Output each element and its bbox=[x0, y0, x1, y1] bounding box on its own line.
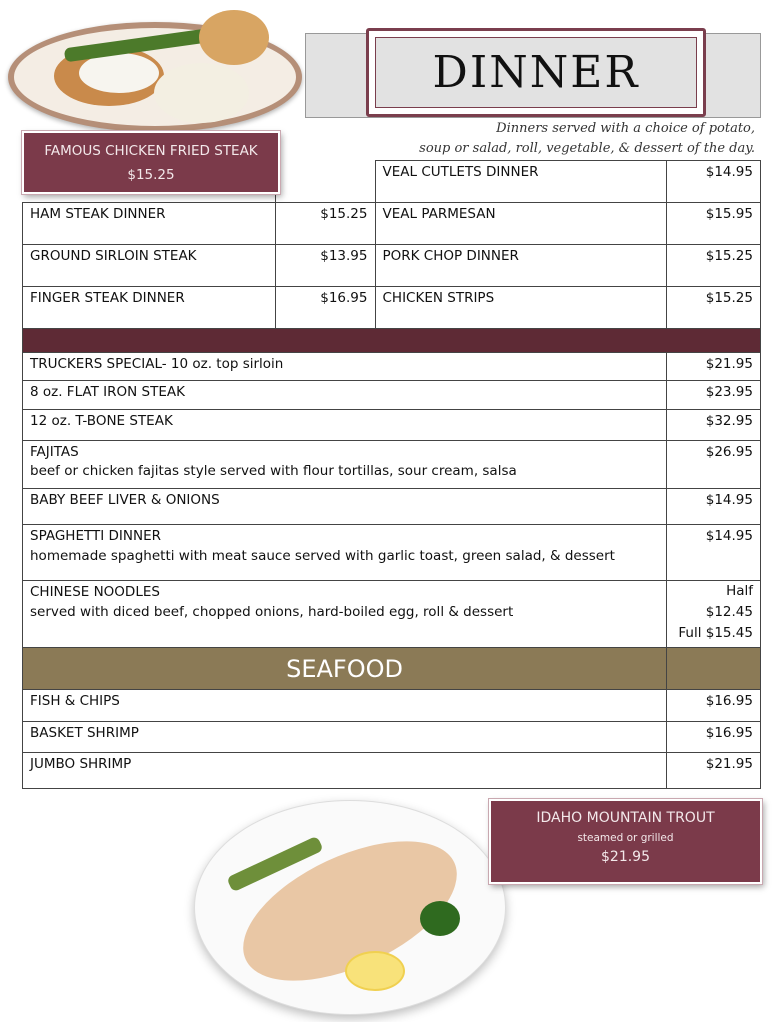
table-row bbox=[23, 753, 761, 789]
item-desc: served with diced beef, chopped onions, hard-boiled egg, roll & dessert bbox=[30, 604, 514, 620]
item-name: VEAL CUTLETS DINNER bbox=[375, 161, 667, 203]
item-price: $16.95 bbox=[275, 287, 375, 329]
table-row bbox=[23, 353, 761, 381]
table-row bbox=[23, 203, 761, 245]
item-price: $21.95 bbox=[667, 753, 761, 789]
blank-cell bbox=[275, 161, 375, 203]
item-price: $26.95 bbox=[667, 441, 761, 489]
page-title: DINNER bbox=[375, 37, 697, 108]
table-row bbox=[23, 581, 761, 648]
item-price: $15.25 bbox=[667, 245, 761, 287]
item-name: BASKET SHRIMP bbox=[23, 722, 667, 753]
item-price: $21.95 bbox=[667, 353, 761, 381]
half-label: Half bbox=[726, 583, 753, 599]
item-price: $16.95 bbox=[667, 722, 761, 753]
item-name: VEAL PARMESAN bbox=[375, 203, 667, 245]
half-price: $12.45 bbox=[705, 604, 753, 620]
item-price: $13.95 bbox=[275, 245, 375, 287]
featured-name: FAMOUS CHICKEN FRIED STEAK bbox=[44, 143, 258, 159]
note-line: Dinners served with a choice of potato, bbox=[496, 121, 755, 136]
table-row bbox=[23, 690, 761, 722]
item-desc: homemade spaghetti with meat sauce served with garlic toast, green salad, & dessert bbox=[30, 548, 615, 564]
item-desc: beef or chicken fajitas style served with flour tortillas, sour cream, salsa bbox=[30, 463, 517, 479]
full-price: Full $15.45 bbox=[678, 625, 753, 641]
table-row bbox=[23, 489, 761, 525]
item-price: $16.95 bbox=[667, 690, 761, 722]
item-name: TRUCKERS SPECIAL- 10 oz. top sirloin bbox=[23, 353, 667, 381]
item-price: $15.25 bbox=[275, 203, 375, 245]
item-name: SPAGHETTI DINNER bbox=[30, 528, 161, 544]
item-name: 12 oz. T-BONE STEAK bbox=[23, 410, 667, 441]
seafood-header bbox=[23, 648, 761, 690]
item-name: BABY BEEF LIVER & ONIONS bbox=[23, 489, 667, 525]
title-box bbox=[366, 28, 706, 117]
chicken-fried-steak-photo bbox=[8, 22, 302, 132]
item-name: JUMBO SHRIMP bbox=[23, 753, 667, 789]
table-row bbox=[23, 245, 761, 287]
featured-desc: steamed or grilled bbox=[577, 832, 674, 844]
item-price: $32.95 bbox=[667, 410, 761, 441]
note-line: soup or salad, roll, vegetable, & dessert of the day. bbox=[419, 141, 755, 156]
item-price: $14.95 bbox=[667, 161, 761, 203]
section-title: SEAFOOD bbox=[23, 648, 667, 690]
table-row bbox=[23, 525, 761, 581]
item-name: CHINESE NOODLES bbox=[30, 584, 160, 600]
table-row bbox=[23, 441, 761, 489]
dinner-note bbox=[419, 119, 755, 159]
section-divider bbox=[23, 329, 761, 353]
item-name: FINGER STEAK DINNER bbox=[23, 287, 276, 329]
item-name: GROUND SIRLOIN STEAK bbox=[23, 245, 276, 287]
item-price: $23.95 bbox=[667, 381, 761, 410]
table-row bbox=[23, 410, 761, 441]
item-name: CHICKEN STRIPS bbox=[375, 287, 667, 329]
featured-price: $15.25 bbox=[127, 167, 175, 183]
item-name: FAJITAS bbox=[30, 444, 79, 460]
item-price: $15.95 bbox=[667, 203, 761, 245]
featured-name: IDAHO MOUNTAIN TROUT bbox=[536, 810, 715, 826]
item-name: PORK CHOP DINNER bbox=[375, 245, 667, 287]
item-name: HAM STEAK DINNER bbox=[23, 203, 276, 245]
featured-chicken-fried-steak bbox=[22, 131, 280, 194]
item-price: $14.95 bbox=[667, 525, 761, 581]
trout-photo bbox=[194, 800, 506, 1015]
item-name: FISH & CHIPS bbox=[23, 690, 667, 722]
table-row bbox=[23, 381, 761, 410]
item-price: $14.95 bbox=[667, 489, 761, 525]
table-row bbox=[23, 287, 761, 329]
item-price: $15.25 bbox=[667, 287, 761, 329]
featured-price: $21.95 bbox=[601, 849, 650, 865]
featured-idaho-trout bbox=[489, 799, 762, 884]
table-row bbox=[23, 722, 761, 753]
item-name: 8 oz. FLAT IRON STEAK bbox=[23, 381, 667, 410]
specials-table bbox=[22, 328, 761, 789]
